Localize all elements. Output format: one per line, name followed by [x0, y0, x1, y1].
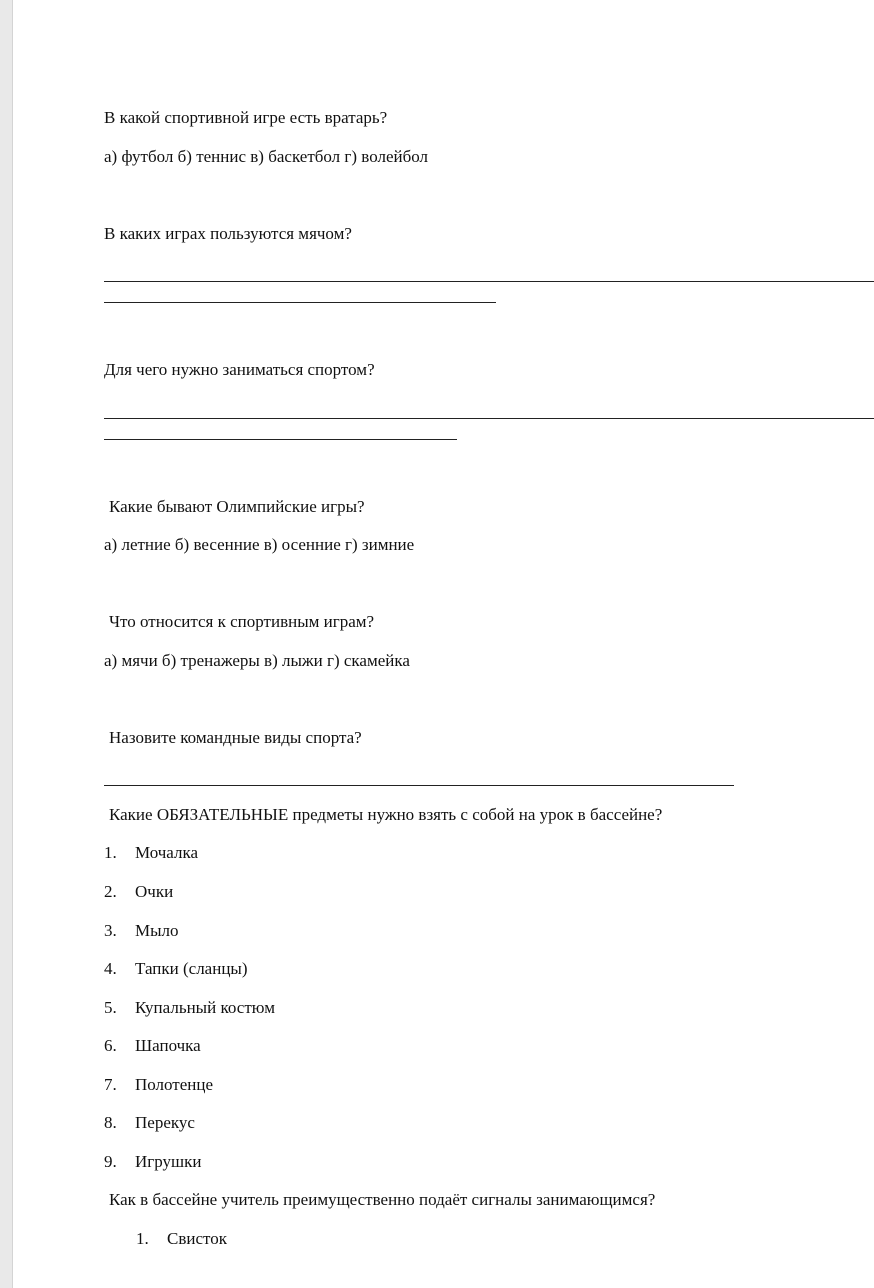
question-text: Какие бывают Олимпийские игры?	[109, 497, 365, 516]
question-text: В каких играх пользуются мячом?	[104, 224, 352, 243]
question-text: Какие ОБЯЗАТЕЛЬНЫЕ предметы нужно взять с собой на урок в бассейне?	[109, 805, 663, 824]
list-item-number: 7.	[104, 1075, 117, 1094]
list-item-number: 6.	[104, 1036, 117, 1055]
list-item-number: 9.	[104, 1152, 117, 1171]
list-item-number: 1.	[104, 843, 117, 862]
question-text: Для чего нужно заниматься спортом?	[104, 360, 375, 379]
list-item: Перекус	[135, 1113, 195, 1132]
question-text: Что относится к спортивным играм?	[109, 612, 375, 631]
question-text: Как в бассейне учитель преимущественно подаёт сигналы занимающимся?	[109, 1190, 656, 1209]
list-item: Полотенце	[135, 1075, 214, 1094]
list-item-number: 3.	[104, 921, 117, 940]
answer-options: а) мячи б) тренажеры в) лыжи г) скамейка	[104, 651, 410, 670]
list-item-number: 8.	[104, 1113, 117, 1132]
list-item: Мочалка	[135, 843, 199, 862]
document-page	[12, 0, 874, 1288]
list-item-number: 1.	[136, 1229, 149, 1248]
answer-options: а) футбол б) теннис в) баскетбол г) волейбол	[104, 147, 429, 166]
answer-line[interactable]	[104, 439, 457, 440]
list-item: Купальный костюм	[135, 998, 275, 1017]
list-item: Мыло	[135, 921, 179, 940]
list-item: Свисток	[167, 1229, 227, 1248]
question-text: Назовите командные виды спорта?	[109, 728, 362, 747]
list-item-number: 5.	[104, 998, 117, 1017]
answer-options: а) летние б) весенние в) осенние г) зимние	[104, 535, 415, 554]
list-item: Шапочка	[135, 1036, 201, 1055]
answer-line[interactable]	[104, 418, 874, 419]
list-item: Тапки (сланцы)	[135, 959, 248, 978]
question-text: В какой спортивной игре есть вратарь?	[104, 108, 388, 127]
list-item-number: 2.	[104, 882, 117, 901]
list-item-number: 4.	[104, 959, 117, 978]
list-item: Игрушки	[135, 1152, 202, 1171]
answer-line[interactable]	[104, 785, 734, 786]
answer-line[interactable]	[104, 302, 496, 303]
answer-line[interactable]	[104, 281, 874, 282]
list-item: Очки	[135, 882, 174, 901]
